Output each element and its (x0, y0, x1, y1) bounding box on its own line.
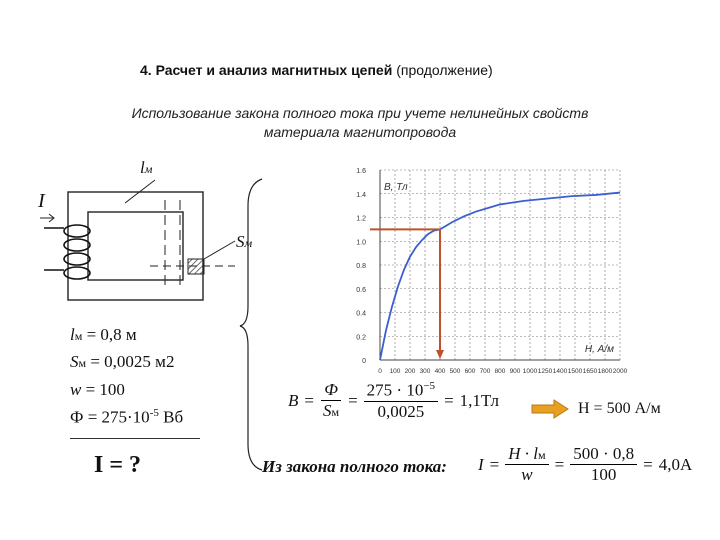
x-tick-label: 2000 (612, 368, 628, 375)
x-tick-label: 1500 (567, 368, 583, 375)
section-pointer (204, 241, 235, 259)
field-strength-result: H = 500 А/м (578, 400, 661, 417)
y-tick-label: 0 (362, 358, 366, 365)
flux-density-formula: B = $\frac{Ф}{Sм}$ = $\frac{275 \cdot 10^{-5}}{0,0025}$ = 1,1Тл (288, 380, 499, 421)
given-area: Sм = 0,0025 м2 (70, 352, 175, 371)
page-title (140, 62, 493, 78)
x-tick-label: 0 (378, 368, 382, 375)
y-tick-label: 1.6 (356, 168, 366, 175)
unknown-current: I = ? (94, 452, 142, 478)
cross-section (188, 259, 204, 274)
x-tick-label: 100 (389, 368, 401, 375)
x-tick-label: 400 (434, 368, 446, 375)
x-tick-label: 200 (404, 368, 416, 375)
y-tick-label: 0.4 (356, 310, 366, 318)
result-arrow-icon (530, 399, 570, 419)
y-tick-label: 0.6 (356, 286, 366, 294)
title-rest: (продолжение) (392, 62, 493, 78)
x-tick-label: 1250 (537, 368, 553, 375)
operating-point-arrow (436, 350, 444, 359)
x-tick-label: 800 (494, 368, 506, 375)
label-current: I (38, 190, 45, 212)
y-tick-label: 1.2 (356, 215, 366, 223)
given-turns: w = 100 (70, 380, 125, 399)
subtitle-line-1: Использование закона полного тока при учете нелинейных свойств (131, 105, 589, 121)
x-tick-label: 1800 (597, 368, 613, 375)
page-subtitle (60, 104, 660, 142)
label-section: Sм (236, 232, 253, 251)
given-length: lм = 0,8 м (70, 325, 137, 344)
brace-icon (238, 176, 268, 471)
y-tick-label: 0.8 (356, 263, 366, 270)
given-flux: $Ф = 275\cdot 10^{-5}$ Вб (70, 407, 184, 427)
x-tick-label: 1000 (522, 368, 538, 375)
subtitle-line-2: материала магнитопровода (263, 124, 457, 140)
x-axis-label: H, А/м (584, 344, 614, 355)
y-axis-label: B, Тл (384, 182, 408, 193)
x-tick-label: 600 (464, 368, 476, 375)
title-bold: 4. Расчет и анализ магнитных цепей (140, 62, 393, 78)
y-tick-label: 0.2 (356, 334, 366, 342)
core-inner (88, 212, 183, 280)
x-tick-label: 1650 (582, 368, 598, 375)
ampere-law-label: Из закона полного тока: (262, 457, 447, 476)
current-formula: I = $\frac{H \cdot lм}{w}$ = $\frac{500 \cdot 0,8}{100}$ = 4,0А (478, 444, 693, 484)
x-tick-label: 500 (449, 368, 461, 375)
label-length: lм (140, 158, 153, 177)
x-tick-label: 900 (509, 368, 521, 375)
x-tick-label: 300 (419, 368, 431, 375)
given-divider (70, 438, 200, 439)
y-tick-label: 1.0 (356, 239, 366, 247)
magnetization-curve-chart (340, 160, 640, 380)
y-tick-label: 1.4 (356, 191, 366, 199)
magnetic-circuit-diagram (30, 155, 270, 310)
x-tick-label: 700 (479, 368, 491, 375)
x-tick-label: 1400 (552, 368, 568, 375)
